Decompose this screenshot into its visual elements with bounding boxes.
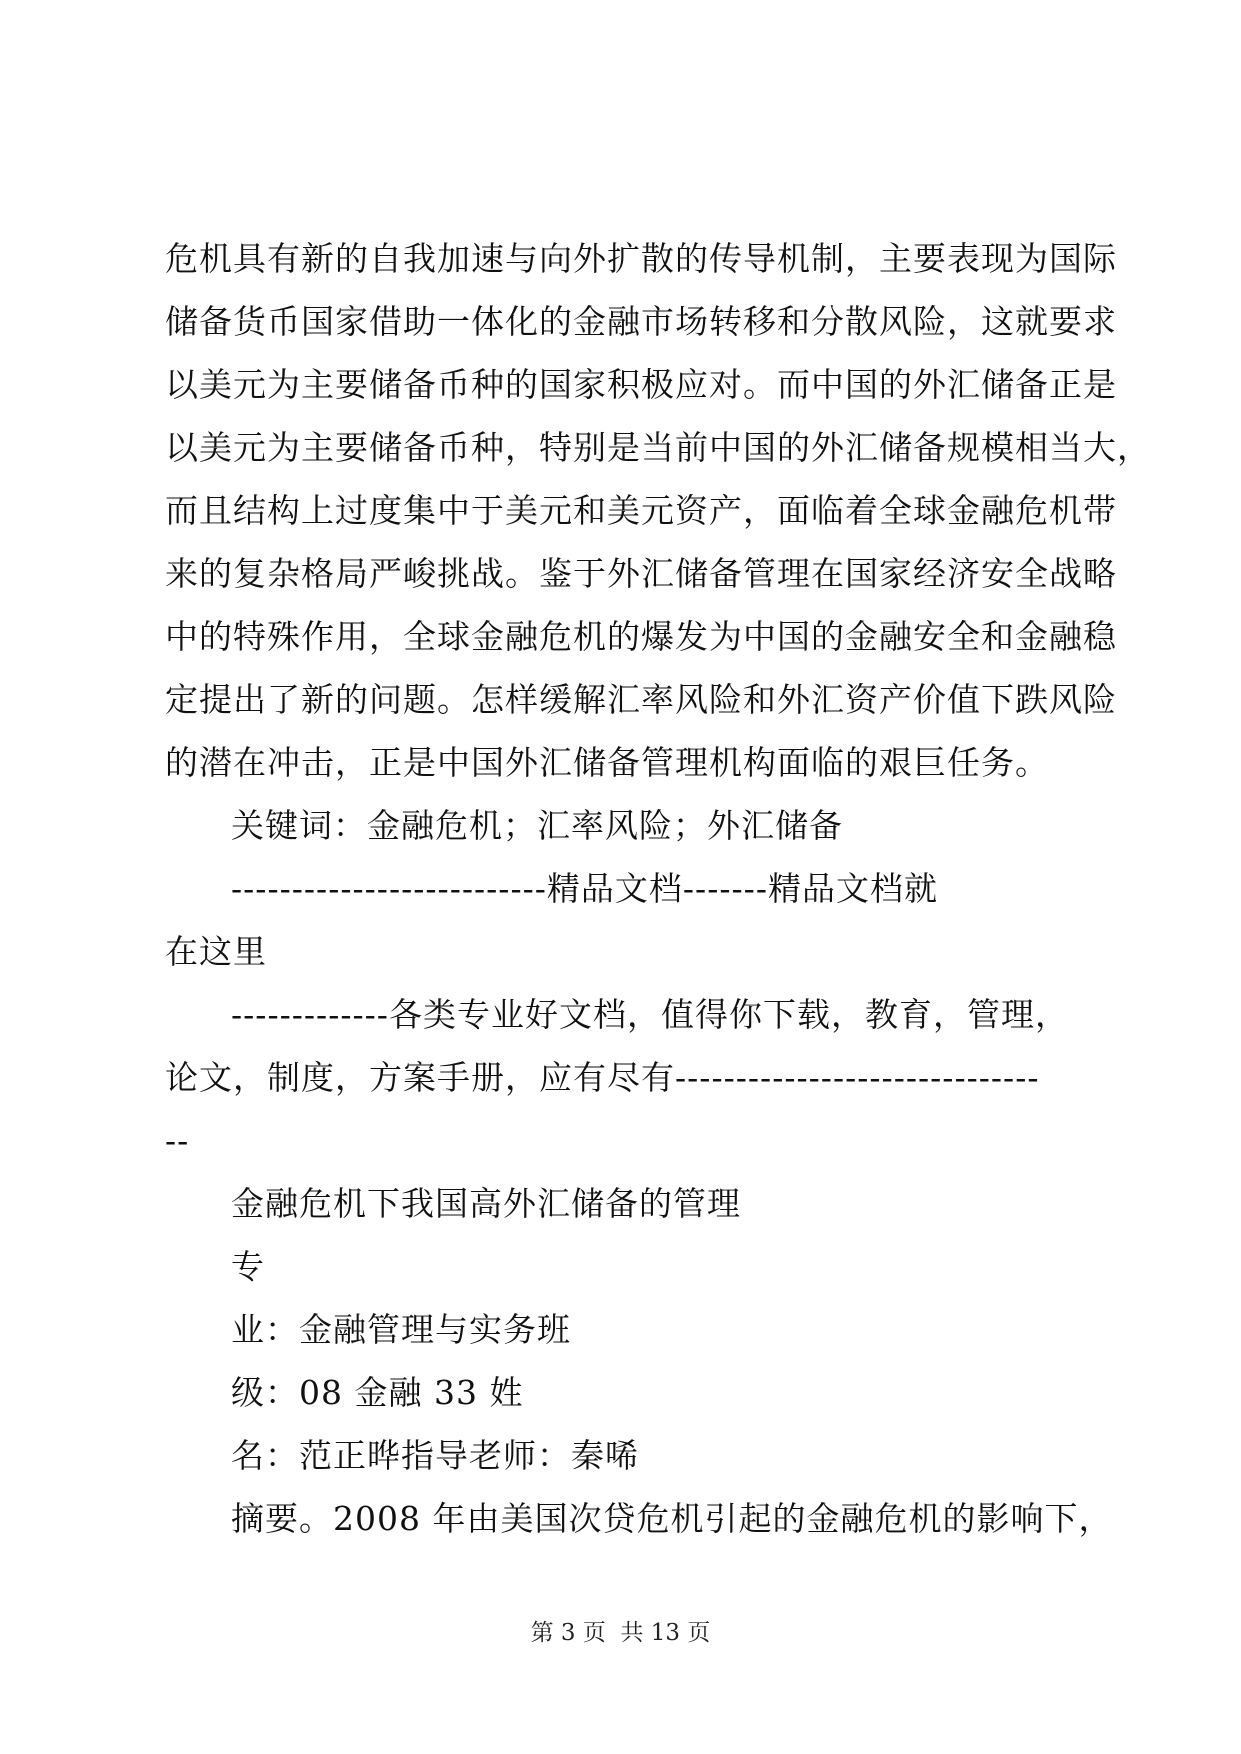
- paragraph-line: 以美元为主要储备币种，特别是当前中国的外汇储备规模相当大，: [165, 428, 1151, 467]
- paragraph-line: 而且结构上过度集中于美元和美元资产，面临着全球金融危机带: [165, 491, 1117, 530]
- keywords-line: 关键词：金融危机；汇率风险；外汇储备: [231, 806, 843, 845]
- banner-line: 论文，制度，方案手册，应有尽有------------------------------: [165, 1058, 1040, 1097]
- paragraph-line: 以美元为主要储备币种的国家积极应对。而中国的外汇储备正是: [165, 365, 1117, 404]
- info-line: 专: [231, 1247, 265, 1286]
- paragraph-line: 储备货币国家借助一体化的金融市场转移和分散风险，这就要求: [165, 302, 1117, 341]
- paragraph-line: 的潜在冲击，正是中国外汇储备管理机构面临的艰巨任务。: [165, 743, 1049, 782]
- info-line: 名：范正晔指导老师：秦唏: [231, 1436, 639, 1475]
- page-footer: [0, 1618, 1241, 1648]
- paragraph-line: 来的复杂格局严峻挑战。鉴于外汇储备管理在国家经济安全战略: [165, 554, 1117, 593]
- banner-line: --: [165, 1121, 190, 1160]
- banner-line: -------------各类专业好文档，值得你下载，教育，管理，: [231, 995, 1069, 1034]
- paragraph-line: 中的特殊作用，全球金融危机的爆发为中国的金融安全和金融稳: [165, 617, 1117, 656]
- abstract-line: 摘要。2008 年由美国次贷危机引起的金融危机的影响下，: [231, 1499, 1113, 1538]
- banner-line: --------------------------精品文档-------精品文档就: [231, 869, 938, 908]
- section-title: 金融危机下我国高外汇储备的管理: [231, 1184, 741, 1223]
- page-number: 第 3 页 共 13 页: [530, 1620, 711, 1646]
- document-body: [165, 227, 1151, 1550]
- paragraph-line: 危机具有新的自我加速与向外扩散的传导机制，主要表现为国际: [165, 239, 1117, 278]
- banner-line: 在这里: [165, 932, 267, 971]
- info-line: 业：金融管理与实务班: [231, 1310, 571, 1349]
- info-line: 级：08 金融 33 姓: [231, 1373, 524, 1412]
- paragraph-line: 定提出了新的问题。怎样缓解汇率风险和外汇资产价值下跌风险: [165, 680, 1117, 719]
